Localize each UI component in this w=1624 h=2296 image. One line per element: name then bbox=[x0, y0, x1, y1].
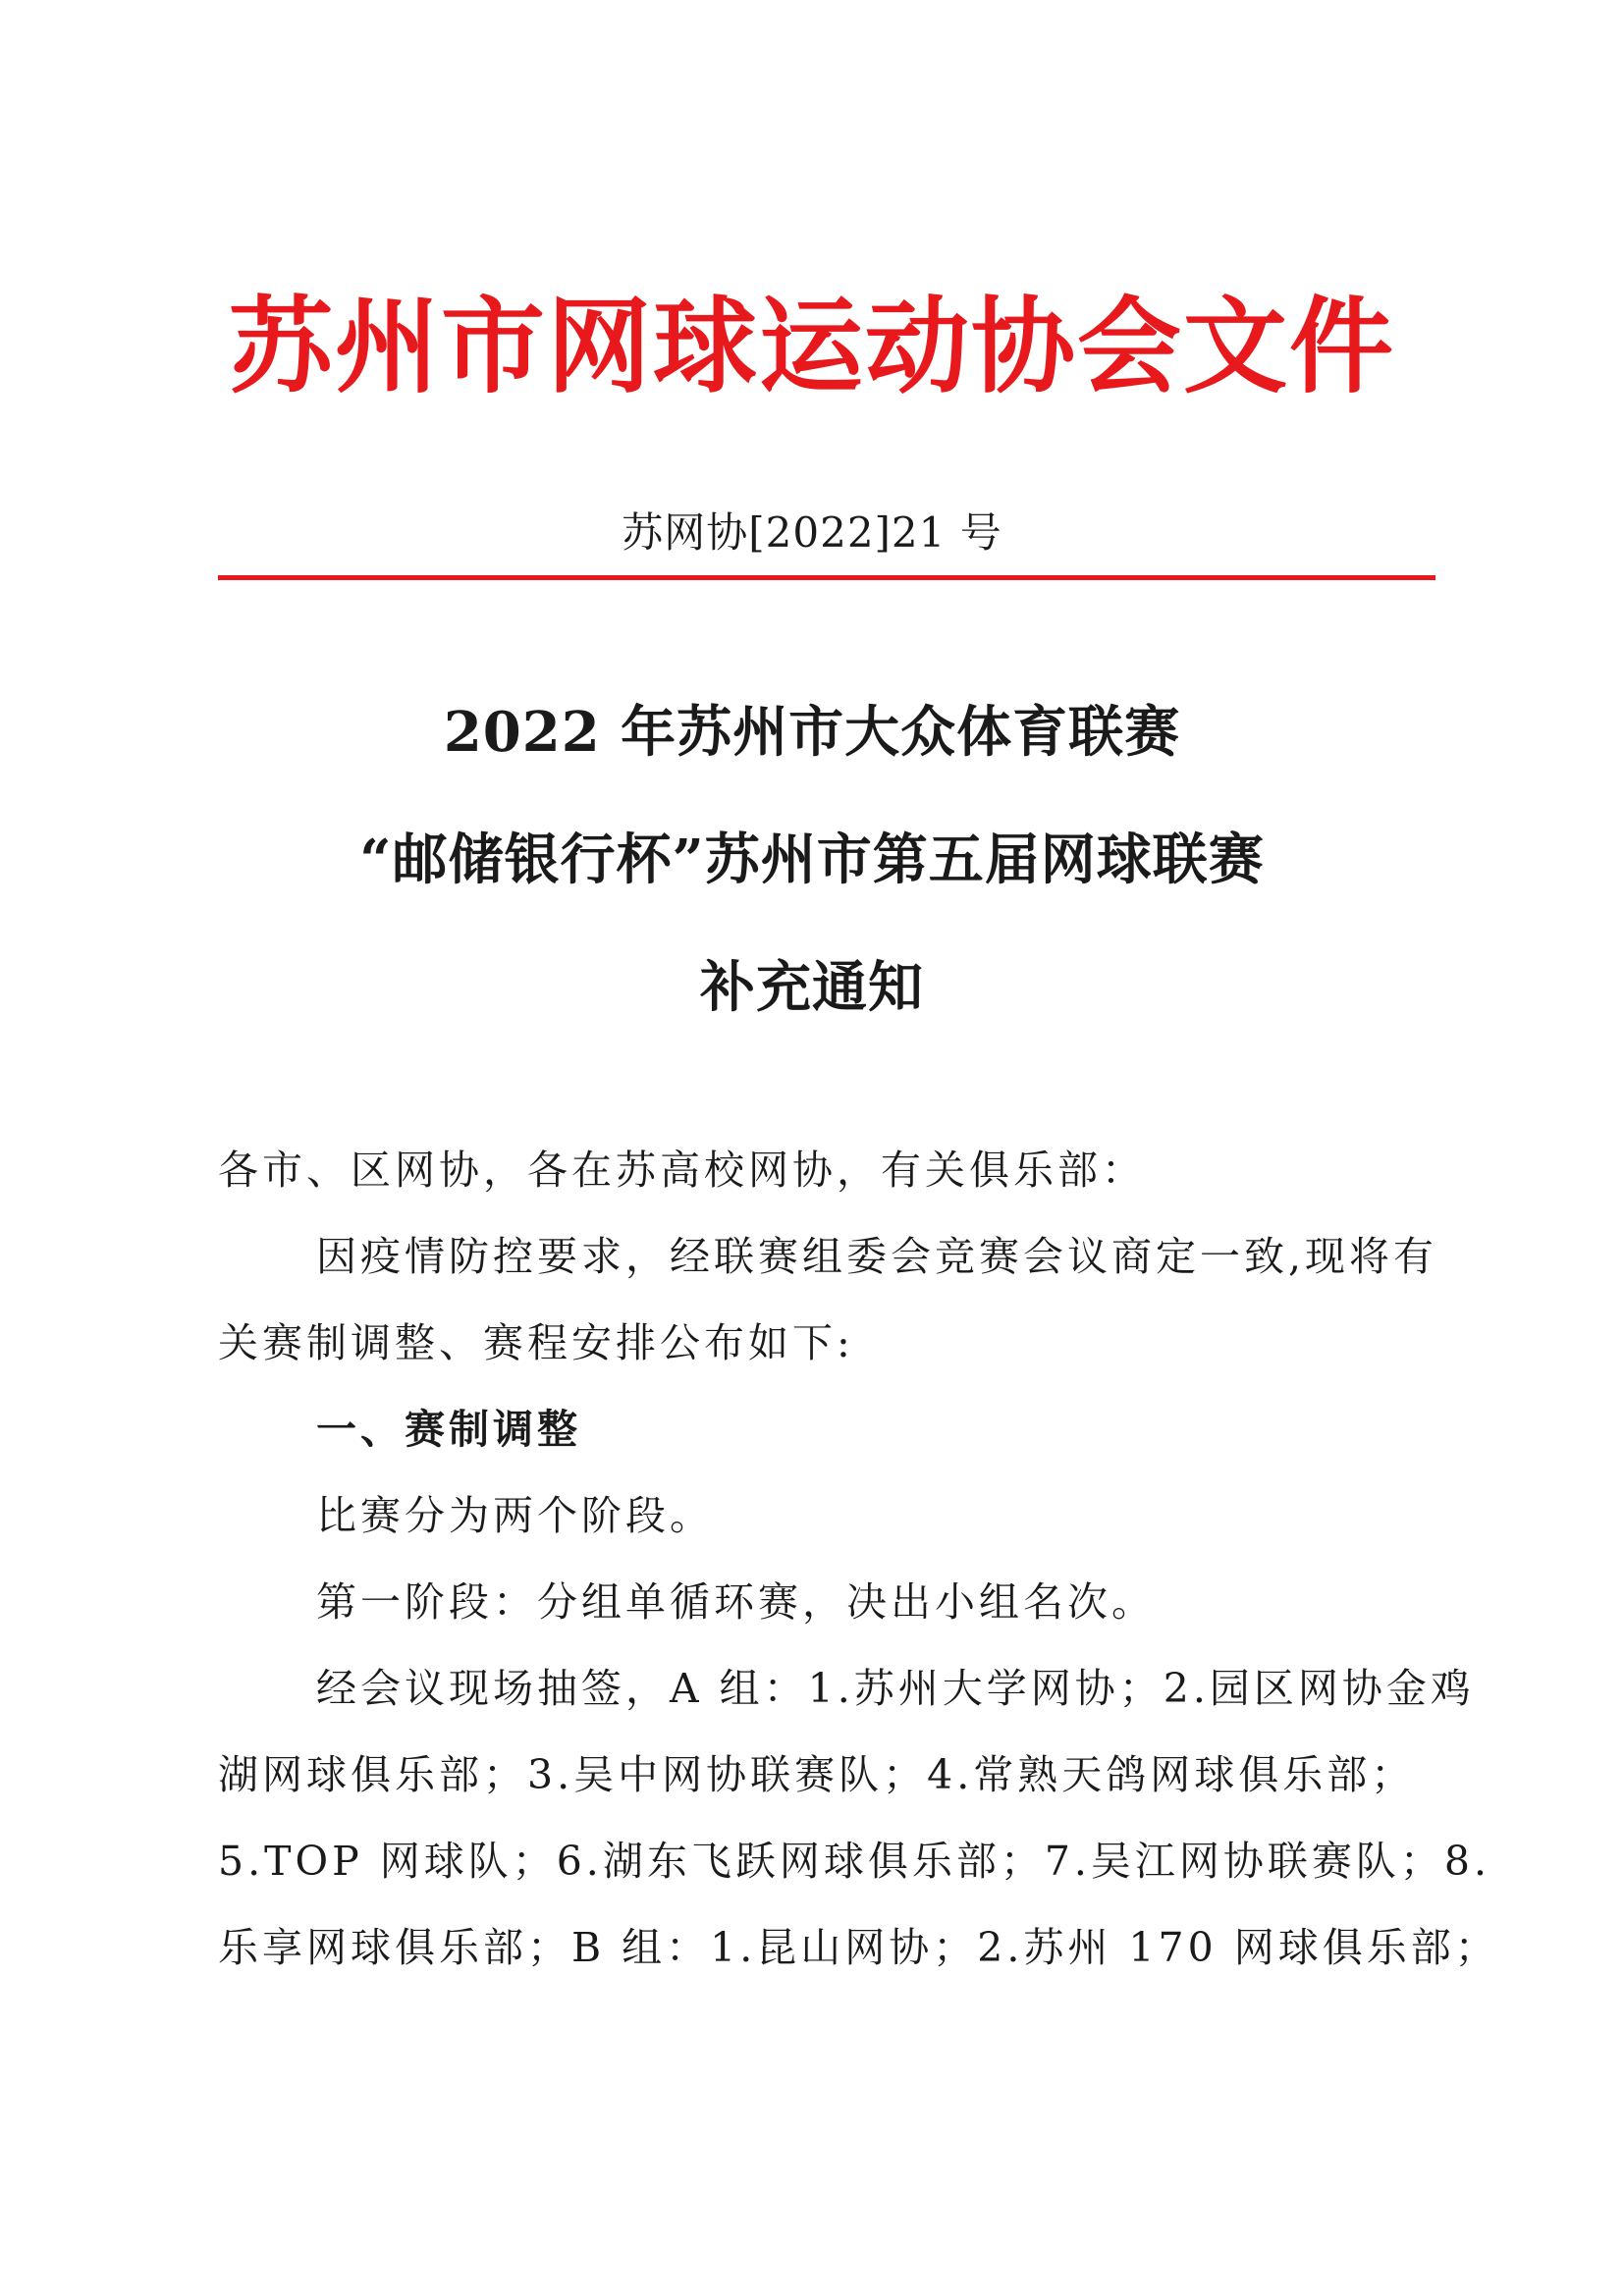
section-1-heading: 一、赛制调整 bbox=[316, 1406, 581, 1453]
paragraph-3: 第一阶段：分组单循环赛，决出小组名次。 bbox=[316, 1578, 1156, 1626]
paragraph-4-line-2: 湖网球俱乐部；3.吴中网协联赛队；4.常熟天鸽网球俱乐部； bbox=[218, 1751, 1416, 1798]
red-divider-rule bbox=[218, 575, 1435, 580]
salutation: 各市、区网协，各在苏高校网协，有关俱乐部： bbox=[218, 1147, 1146, 1194]
paragraph-4-line-1: 经会议现场抽签，A 组：1.苏州大学网协；2.园区网协金鸡 bbox=[316, 1665, 1475, 1712]
notice-title-line-2: “邮储银行杯”苏州市第五届网球联赛 bbox=[359, 828, 1265, 892]
paragraph-4-line-3: 5.TOP 网球队；6.湖东飞跃网球俱乐部；7.吴江网协联赛队；8. bbox=[218, 1838, 1491, 1885]
notice-title-line-1: 2022 年苏州市大众体育联赛 bbox=[443, 700, 1181, 765]
paragraph-4-line-4: 乐享网球俱乐部；B 组：1.昆山网协；2.苏州 170 网球俱乐部； bbox=[218, 1924, 1499, 1971]
paragraph-1-line-1: 因疫情防控要求，经联赛组委会竞赛会议商定一致,现将有 bbox=[316, 1233, 1438, 1280]
organization-header-title: 苏州市网球运动协会文件 bbox=[229, 285, 1395, 407]
document-number: 苏网协[2022]21 号 bbox=[622, 508, 1002, 557]
paragraph-1-line-2: 关赛制调整、赛程安排公布如下: bbox=[218, 1319, 854, 1366]
paragraph-2: 比赛分为两个阶段。 bbox=[316, 1492, 714, 1539]
notice-title-line-3: 补充通知 bbox=[700, 955, 924, 1020]
